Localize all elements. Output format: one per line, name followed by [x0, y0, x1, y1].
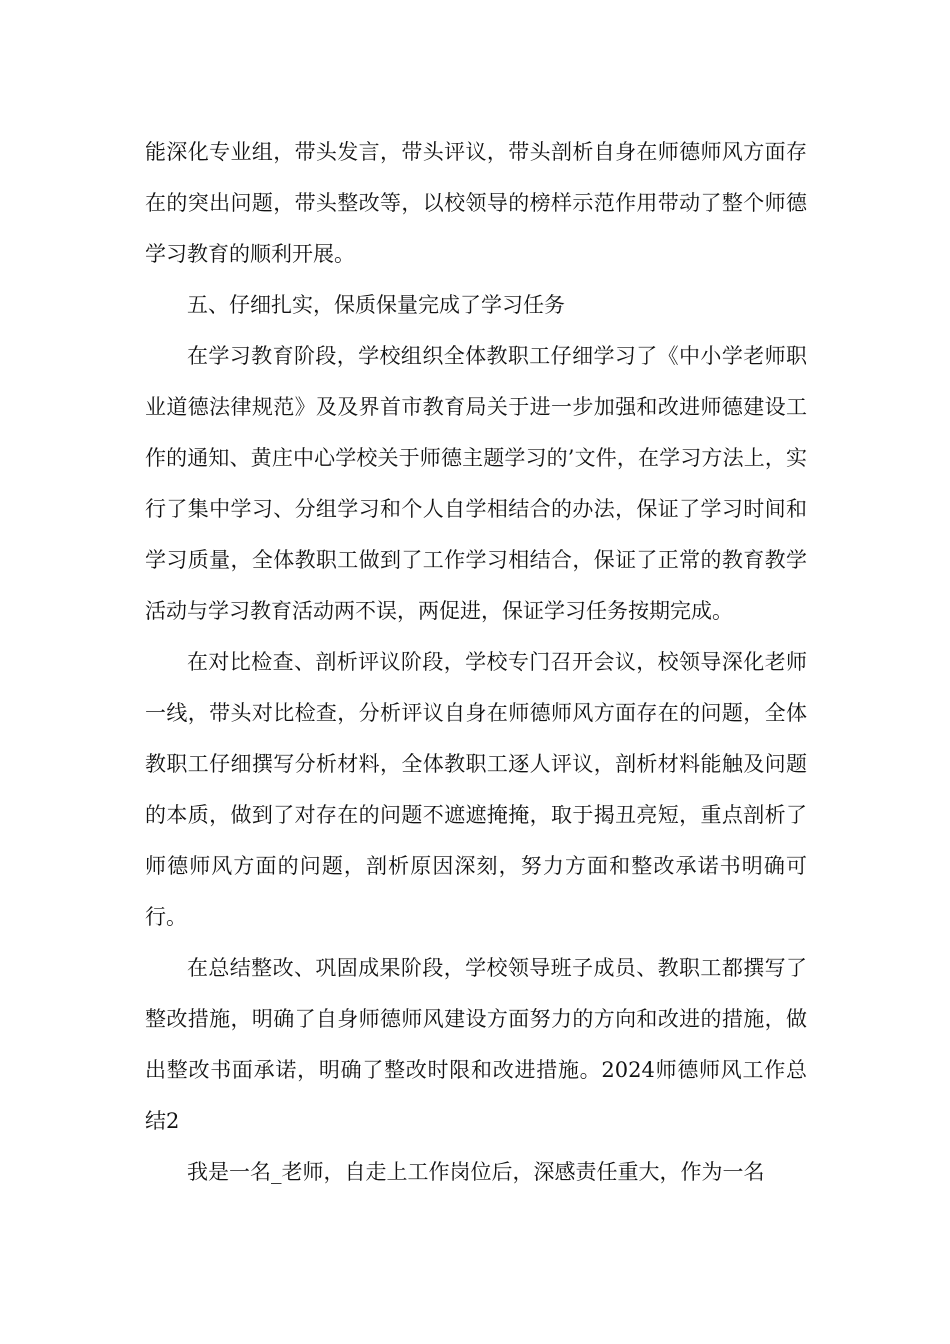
paragraph-study-phase: 在学习教育阶段，学校组织全体教职工仔细学习了《中小学老师职业道德法律规范》及及界首市教育局关于进一步加强和改进师德建设工作的通知、黄庄中心学校关于师德主题学习的’文件，在学习方法上，实行了集中学习、分组学习和个人自学相结合的办法，保证了学习时间和学习质量，全体教职工做到了工作学习相结合，保证了正常的教育教学活动与学习教育活动两不误，两促进，保证学习任务按期完成。 [145, 344, 807, 623]
paragraph-continuation: 能深化专业组，带头发言，带头评议，带头剖析自身在师德师风方面存在的突出问题，带头整改等，以校领导的榜样示范作用带动了整个师德学习教育的顺利开展。 [145, 140, 807, 266]
paragraph-rectification-phase: 在总结整改、巩固成果阶段，学校领导班子成员、教职工都撰写了整改措施，明确了自身师德师风建设方面努力的方向和改进的措施，做出整改书面承诺，明确了整改时限和改进措施。2024师德师风工作总结2 [145, 956, 807, 1133]
paragraph-review-phase: 在对比检查、剖析评议阶段，学校专门召开会议，校领导深化老师一线，带头对比检查，分析评议自身在师德师风方面存在的问题，全体教职工仔细撰写分析材料，全体教职工逐人评议，剖析材料能触及问题的本质，做到了对存在的问题不遮遮掩掩，取于揭丑亮短，重点剖析了师德师风方面的问题，剖析原因深刻，努力方面和整改承诺书明确可行。 [145, 650, 807, 929]
paragraph-personal-intro: 我是一名_老师，自走上工作岗位后，深感责任重大，作为一名 [187, 1160, 765, 1184]
section-heading: 五、仔细扎实，保质保量完成了学习任务 [187, 293, 565, 317]
document-body [145, 127, 807, 1198]
